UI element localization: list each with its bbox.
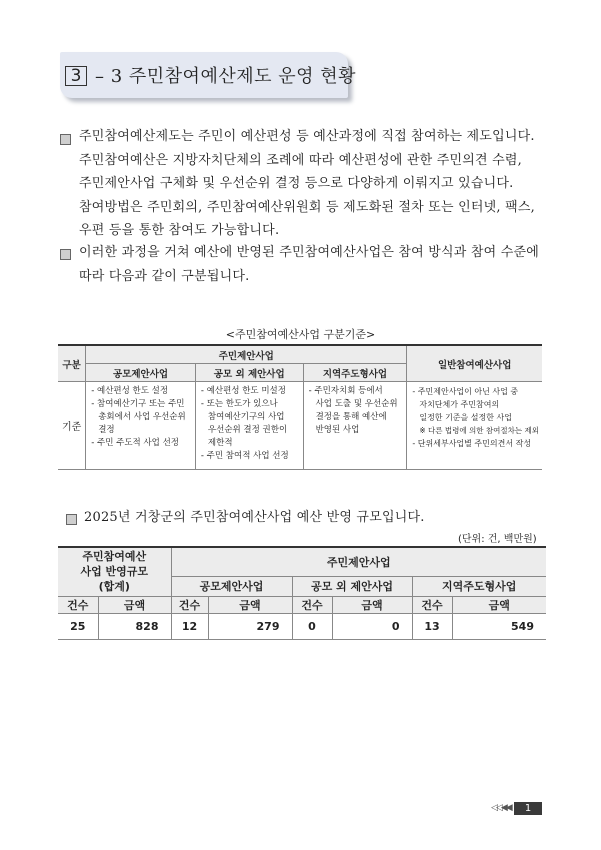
budget-table — [58, 546, 546, 640]
criteria-line: - 예산편성 한도 설정 — [91, 386, 169, 396]
intro-line: 주민참여예산은 지방자치단체의 조례에 따라 예산편성에 관한 주민의견 수렴, — [79, 152, 522, 168]
cell-noncontest-criteria — [195, 382, 303, 470]
budget-scale-heading: 2025년 거창군의 주민참여예산사업 예산 반영 규모입니다. — [84, 510, 425, 525]
header-resident-proposal: 주민제안사업 — [86, 345, 407, 364]
criteria-line: 제한적 — [207, 438, 233, 448]
header-general-participation: 일반참여예산사업 — [407, 345, 542, 382]
header-local-led: 지역주도형사업 — [303, 364, 407, 382]
cell-local-criteria — [303, 382, 407, 470]
criteria-line: 사업 도출 및 우선순위 — [315, 399, 398, 409]
local-amount: 549 — [452, 613, 546, 639]
criteria-line: - 또는 한도가 있으나 — [200, 399, 278, 409]
criteria-line: 결정 — [98, 425, 115, 435]
criteria-line: - 주민 주도적 사업 선정 — [91, 438, 179, 448]
noncontest-amount: 0 — [332, 613, 412, 639]
classification-paragraph — [79, 241, 539, 288]
header-total-scale — [58, 547, 171, 596]
cell-general-criteria — [407, 382, 542, 470]
header-amount: 금액 — [332, 596, 412, 613]
header-total-line: (합계) — [98, 580, 130, 594]
noncontest-count: 0 — [292, 613, 332, 639]
intro-line: 참여방법은 주민회의, 주민참여예산위원회 등 제도화된 절차 또는 인터넷, 팩스, — [79, 199, 535, 215]
intro-paragraph — [79, 125, 535, 243]
criteria-line: - 주민 참여적 사업 선정 — [200, 451, 289, 461]
header-local-led: 지역주도형사업 — [412, 576, 546, 596]
intro-line: 우편 등을 통한 참여도 가능합니다. — [79, 223, 280, 238]
header-amount: 금액 — [208, 596, 292, 613]
section-number-box: 3 — [65, 66, 87, 86]
classification-line: 따라 다음과 같이 구분됩니다. — [79, 268, 250, 284]
header-category: 구분 — [58, 345, 86, 382]
header-total-line: 주민참여예산 — [82, 550, 147, 564]
header-noncontest-proposal: 공모 외 제안사업 — [195, 364, 303, 382]
total-amount: 828 — [98, 613, 171, 639]
contest-count: 12 — [171, 613, 208, 639]
header-count: 건수 — [171, 596, 208, 613]
bullet-square-icon — [60, 134, 71, 145]
header-count: 건수 — [292, 596, 332, 613]
total-count: 25 — [58, 613, 98, 639]
header-total-line: 사업 반영규모 — [80, 565, 149, 579]
bullet-square-icon — [60, 249, 71, 260]
page-number: 1 — [514, 802, 542, 815]
criteria-line: - 예산편성 한도 미설정 — [200, 386, 286, 396]
criteria-line: 총회에서 사업 우선순위 — [98, 412, 186, 422]
unit-label: (단위: 건, 백만원) — [458, 534, 537, 545]
criteria-line: 결정을 통해 예산에 — [315, 412, 387, 422]
classification-table — [58, 344, 542, 470]
table1-caption: <주민참여예산사업 구분기준> — [225, 328, 376, 341]
header-contest-proposal: 공모제안사업 — [86, 364, 196, 382]
header-amount: 금액 — [452, 596, 546, 613]
criteria-line: 우선순위 결정 권한이 — [207, 425, 288, 435]
header-resident-proposal: 주민제안사업 — [171, 547, 546, 576]
header-count: 건수 — [58, 596, 98, 613]
criteria-line: 일정한 기준을 설정한 사업 — [419, 413, 512, 422]
header-contest-proposal: 공모제안사업 — [171, 576, 292, 596]
criteria-line: - 참여예산기구 또는 주민 — [91, 399, 185, 409]
row-label-criteria: 기준 — [58, 382, 86, 470]
intro-line: 주민참여예산제도는 주민이 예산편성 등 예산과정에 직접 참여하는 제도입니다. — [79, 129, 535, 144]
header-noncontest-proposal: 공모 외 제안사업 — [292, 576, 412, 596]
footer-arrows-icon: ◁◁◀◀ — [491, 803, 511, 813]
criteria-line: 반영된 사업 — [315, 425, 360, 435]
page-title: – 3 주민참여예산제도 운영 현황 — [95, 66, 356, 87]
criteria-line: - 단위세부사업별 주민의견서 작성 — [412, 439, 532, 448]
contest-amount: 279 — [208, 613, 292, 639]
intro-line: 주민제안사업 구체화 및 우선순위 결정 등으로 다양하게 이뤄지고 있습니다. — [79, 176, 514, 191]
criteria-line: - 주민자치회 등에서 — [308, 386, 383, 396]
header-count: 건수 — [412, 596, 452, 613]
bullet-square-icon — [66, 514, 77, 525]
cell-contest-criteria — [86, 382, 196, 470]
criteria-note: ※ 다른 법령에 의한 참여절차는 제외 — [419, 426, 539, 435]
local-count: 13 — [412, 613, 452, 639]
classification-line: 이러한 과정을 거쳐 예산에 반영된 주민참여예산사업은 참여 방식과 참여 수준에 — [79, 245, 540, 260]
criteria-line: 자치단체가 주민참여의 — [419, 400, 500, 409]
criteria-line: - 주민제안사업이 아닌 사업 중 — [412, 387, 519, 396]
header-amount: 금액 — [98, 596, 171, 613]
criteria-line: 참여예산기구의 사업 — [207, 412, 285, 422]
